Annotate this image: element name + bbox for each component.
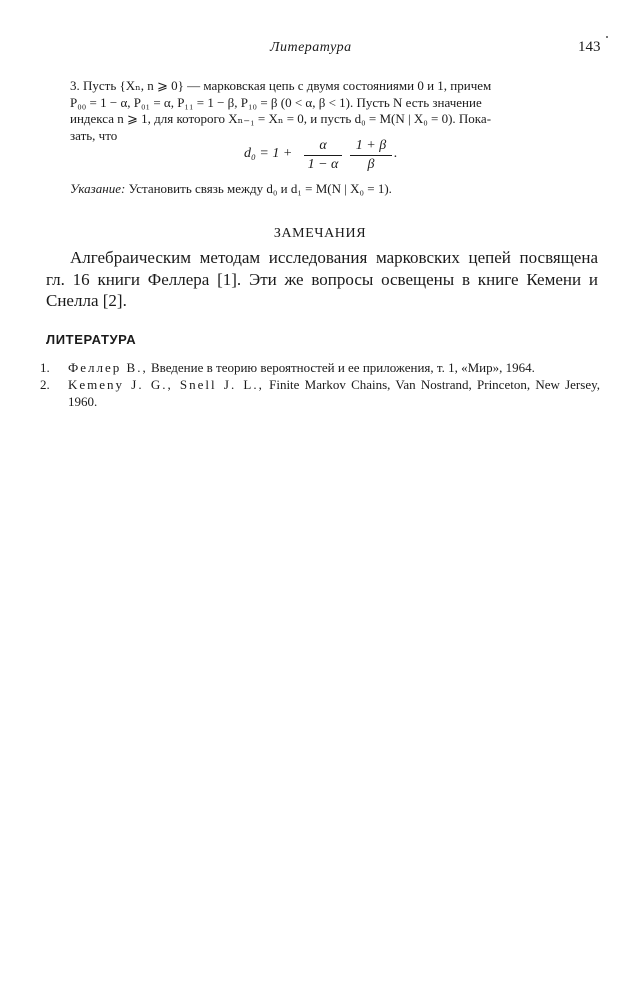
problem-line: P₀₀ = 1 − α, P₀₁ = α, P₁₁ = 1 − β, P₁₀ = β (0 < α, β < 1). Пусть N есть значение — [70, 94, 482, 110]
hint-text: Установить связь между d₀ и d₁ = M(N | X₀ = 1). — [125, 181, 392, 196]
remarks-heading: ЗАМЕЧАНИЯ — [273, 226, 367, 241]
fraction-numerator: α — [319, 138, 327, 153]
hint-label: Указание: — [70, 181, 126, 196]
reference-details: Finite Markov Chains, Van Nostrand, Princeton, New Jersey, 1960. — [68, 377, 600, 409]
scan-speck — [606, 36, 608, 38]
fraction-bar — [304, 155, 342, 156]
formula-period: . — [394, 146, 398, 161]
reference-details: Введение в теорию вероятностей и ее приложения, т. 1, «Мир», 1964. — [147, 360, 535, 375]
formula-lhs: d₀ = 1 + — [244, 146, 293, 161]
fraction-beta — [350, 138, 392, 173]
literature-heading: ЛИТЕРАТУРА — [46, 332, 137, 347]
reference-item — [40, 359, 600, 376]
remarks-paragraph: Алгебраическим методам исследования марковских цепей посвящена гл. 16 книги Феллера [1]. Эти же вопросы освещены в книге Кемени и Снелла [2]. — [46, 248, 598, 310]
fraction-alpha — [304, 138, 342, 173]
reference-list — [40, 359, 600, 410]
display-formula — [244, 138, 444, 172]
reference-number: 1. — [40, 360, 50, 375]
problem-line: 3. Пусть {Xₙ, n ⩾ 0} — марковская цепь с двумя состояниями 0 и 1, причем — [70, 78, 492, 93]
reference-item — [40, 376, 600, 410]
page-number: 143 — [578, 39, 601, 55]
fraction-numerator: 1 + β — [355, 138, 387, 153]
fraction-denominator: 1 − α — [307, 157, 339, 172]
running-head: Литература — [270, 40, 352, 55]
hint — [70, 181, 598, 197]
problem-line: зать, что — [70, 127, 118, 143]
reference-author: Феллер В., — [68, 360, 148, 375]
fraction-bar — [350, 155, 392, 156]
reference-number: 2. — [40, 377, 50, 392]
reference-author: Kemeny J. G., Snell J. L., — [68, 377, 264, 392]
fraction-denominator: β — [367, 157, 375, 172]
problem-line: индекса n ⩾ 1, для которого Xₙ₋₁ = Xₙ = 0, и пусть d₀ = M(N | X₀ = 0). Пока- — [70, 111, 492, 126]
problem-3 — [70, 78, 598, 144]
